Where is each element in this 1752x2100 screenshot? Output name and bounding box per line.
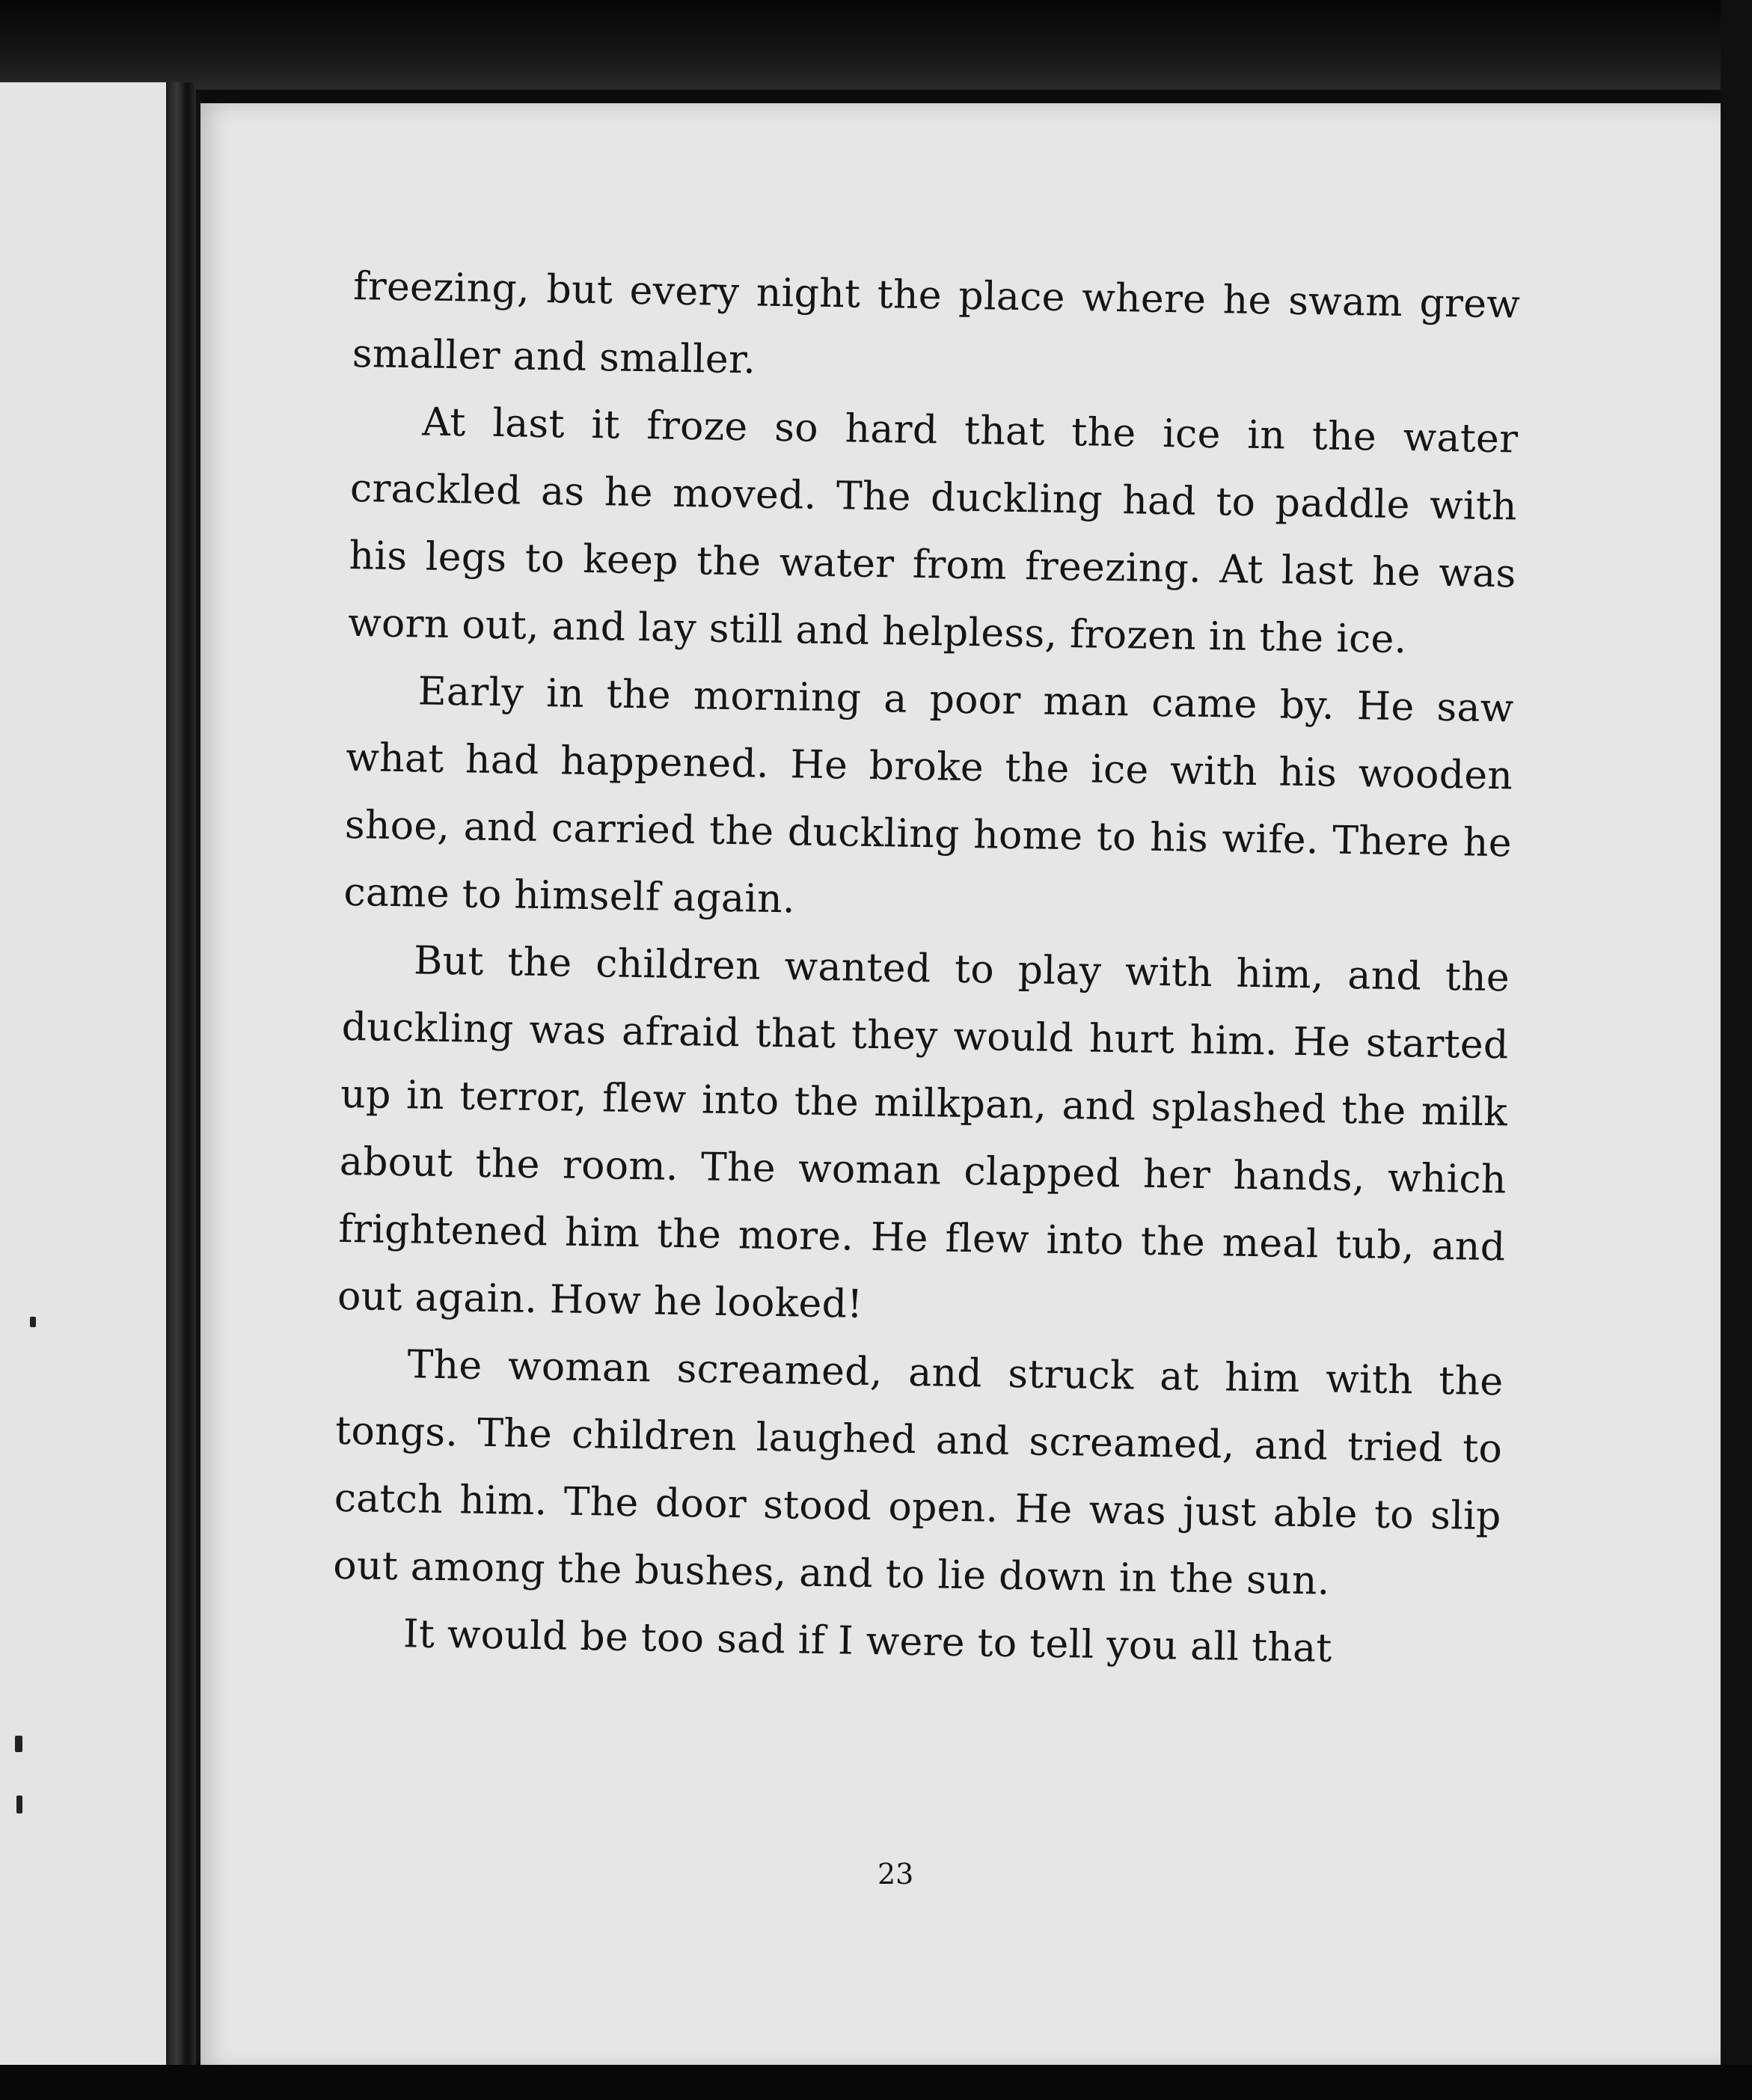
- book-gutter: [166, 82, 196, 2072]
- paragraph: freezing, but every night the place where he swam grew smaller and smaller.: [352, 263, 1521, 383]
- page-number: 23: [877, 1858, 914, 1891]
- facing-page-edge: [0, 82, 171, 2072]
- speck: [30, 1317, 36, 1327]
- speck: [15, 1736, 22, 1752]
- speck: [16, 1796, 22, 1813]
- paragraph: Early in the morning a poor man came by. He saw what had happened. He broke the ice with his wooden shoe, and carried the duckling home to his wife. There he came to himself again.: [343, 669, 1515, 922]
- paragraph: At last it froze so hard that the ice in the water crackled as he moved. The duckling had to paddle with his legs to keep the water from freezing. At last he was worn out, and lay still and helpless, frozen in the ice.: [347, 400, 1519, 663]
- paragraph: The woman screamed, and struck at him with the tongs. The children laughed and screamed, and tried to catch him. The door stood open. He was just able to slip out among the bushes, and to lie down in the sun.: [332, 1342, 1504, 1604]
- paragraph: It would be too sad if I were to tell you all that: [402, 1611, 1333, 1671]
- book-page: [200, 103, 1727, 2071]
- scanner-frame-bottom: [0, 2065, 1752, 2100]
- scanner-frame-right: [1721, 0, 1752, 2100]
- paragraph: But the children wanted to play with him, and the duckling was afraid that they would hurt him. He started up in terror, flew into the milkpan, and splashed the milk about the room. The woman clapped her hands, which frightened him the more. He flew into the meal tub, and out again. How he looked!: [337, 938, 1510, 1327]
- scanner-frame-top: [0, 0, 1752, 90]
- page-text-body: [331, 253, 1520, 1685]
